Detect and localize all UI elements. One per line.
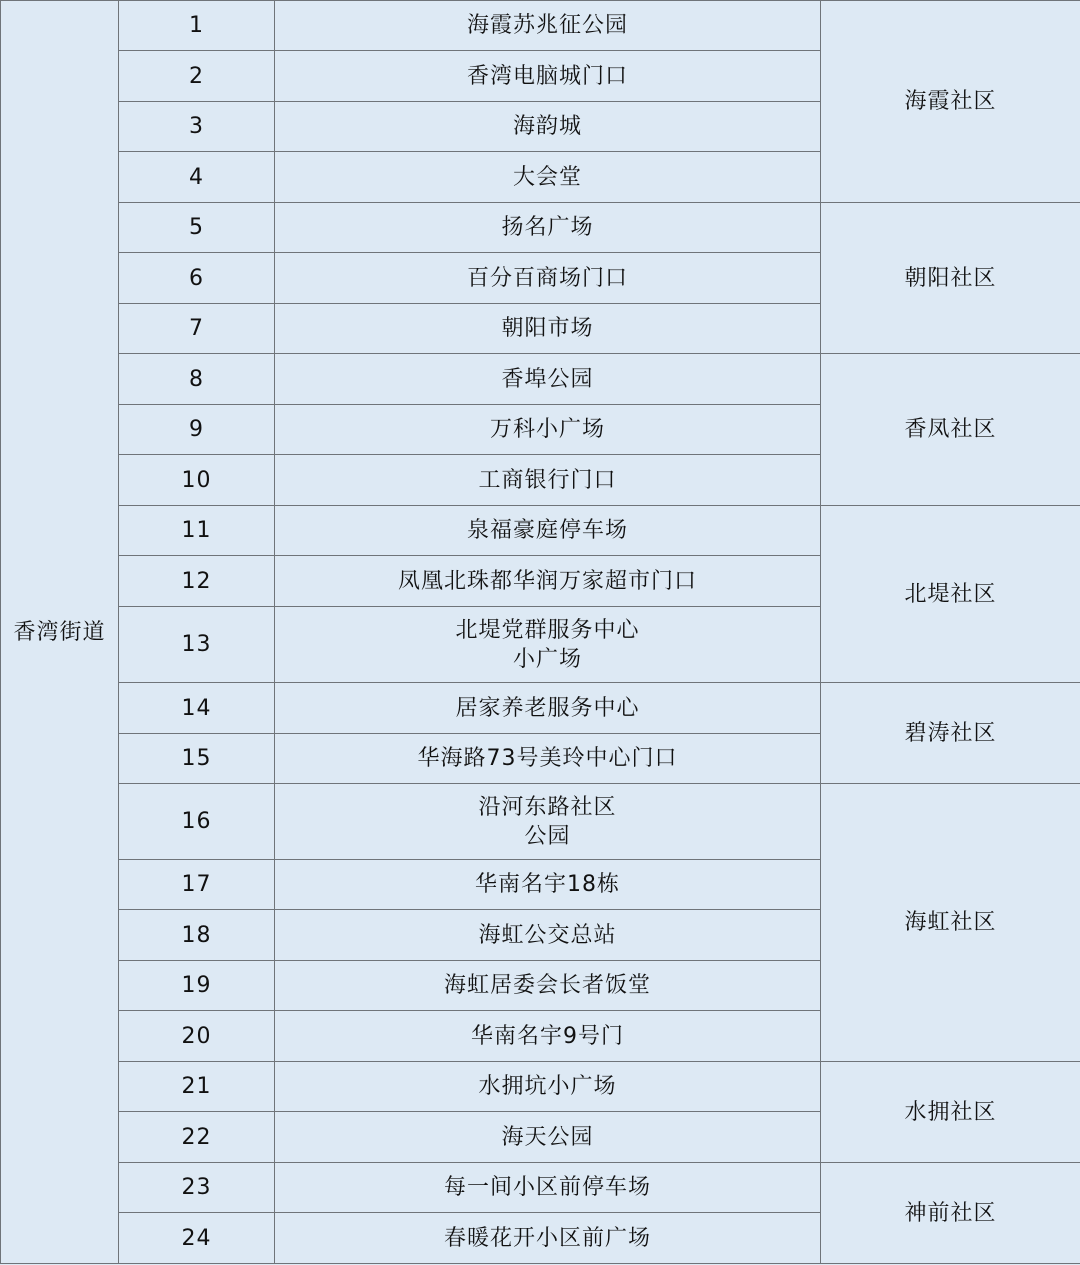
row-number: 9 <box>119 405 275 455</box>
row-number: 15 <box>119 734 275 784</box>
community-cell: 北堤社区 <box>821 506 1080 683</box>
row-number: 16 <box>119 784 275 860</box>
table-row <box>1 203 1080 253</box>
table-row <box>1 354 1080 405</box>
row-number: 22 <box>119 1112 275 1163</box>
community-cell: 水拥社区 <box>821 1062 1080 1163</box>
row-number: 3 <box>119 102 275 152</box>
community-cell: 海虹社区 <box>821 784 1080 1062</box>
location-name: 海虹公交总站 <box>275 910 821 961</box>
location-name: 居家养老服务中心 <box>275 683 821 734</box>
location-name: 大会堂 <box>275 152 821 203</box>
row-number: 4 <box>119 152 275 203</box>
location-name: 凤凰北珠都华润万家超市门口 <box>275 556 821 607</box>
community-cell: 神前社区 <box>821 1163 1080 1264</box>
row-number: 7 <box>119 304 275 354</box>
community-cell: 朝阳社区 <box>821 203 1080 354</box>
street-cell: 香湾街道 <box>1 1 119 1264</box>
location-name: 华南名宇18栋 <box>275 860 821 910</box>
row-number: 10 <box>119 455 275 506</box>
row-number: 13 <box>119 607 275 683</box>
row-number: 5 <box>119 203 275 253</box>
location-name: 华南名宇9号门 <box>275 1011 821 1062</box>
community-cell: 海霞社区 <box>821 1 1080 203</box>
table-row <box>1 784 1080 860</box>
row-number: 18 <box>119 910 275 961</box>
table-row <box>1 506 1080 556</box>
community-cell: 香凤社区 <box>821 354 1080 506</box>
location-name: 海天公园 <box>275 1112 821 1163</box>
location-name: 香湾电脑城门口 <box>275 51 821 102</box>
location-name: 泉福豪庭停车场 <box>275 506 821 556</box>
row-number: 12 <box>119 556 275 607</box>
row-number: 23 <box>119 1163 275 1213</box>
row-number: 17 <box>119 860 275 910</box>
location-name: 每一间小区前停车场 <box>275 1163 821 1213</box>
location-name: 百分百商场门口 <box>275 253 821 304</box>
table-row <box>1 1 1080 51</box>
community-cell: 碧涛社区 <box>821 683 1080 784</box>
location-name: 万科小广场 <box>275 405 821 455</box>
location-name: 华海路73号美玲中心门口 <box>275 734 821 784</box>
location-name: 海虹居委会长者饭堂 <box>275 961 821 1011</box>
row-number: 11 <box>119 506 275 556</box>
location-name: 扬名广场 <box>275 203 821 253</box>
location-name: 春暖花开小区前广场 <box>275 1213 821 1264</box>
location-name: 海霞苏兆征公园 <box>275 1 821 51</box>
row-number: 1 <box>119 1 275 51</box>
location-name: 海韵城 <box>275 102 821 152</box>
location-name: 水拥坑小广场 <box>275 1062 821 1112</box>
location-name: 北堤党群服务中心 小广场 <box>275 607 821 683</box>
row-number: 19 <box>119 961 275 1011</box>
location-name: 朝阳市场 <box>275 304 821 354</box>
row-number: 20 <box>119 1011 275 1062</box>
row-number: 2 <box>119 51 275 102</box>
location-name: 沿河东路社区 公园 <box>275 784 821 860</box>
row-number: 14 <box>119 683 275 734</box>
location-name: 香埠公园 <box>275 354 821 405</box>
location-name: 工商银行门口 <box>275 455 821 506</box>
row-number: 6 <box>119 253 275 304</box>
table-row <box>1 1062 1080 1112</box>
row-number: 8 <box>119 354 275 405</box>
row-number: 21 <box>119 1062 275 1112</box>
row-number: 24 <box>119 1213 275 1264</box>
table-row <box>1 683 1080 734</box>
table-row <box>1 1163 1080 1213</box>
